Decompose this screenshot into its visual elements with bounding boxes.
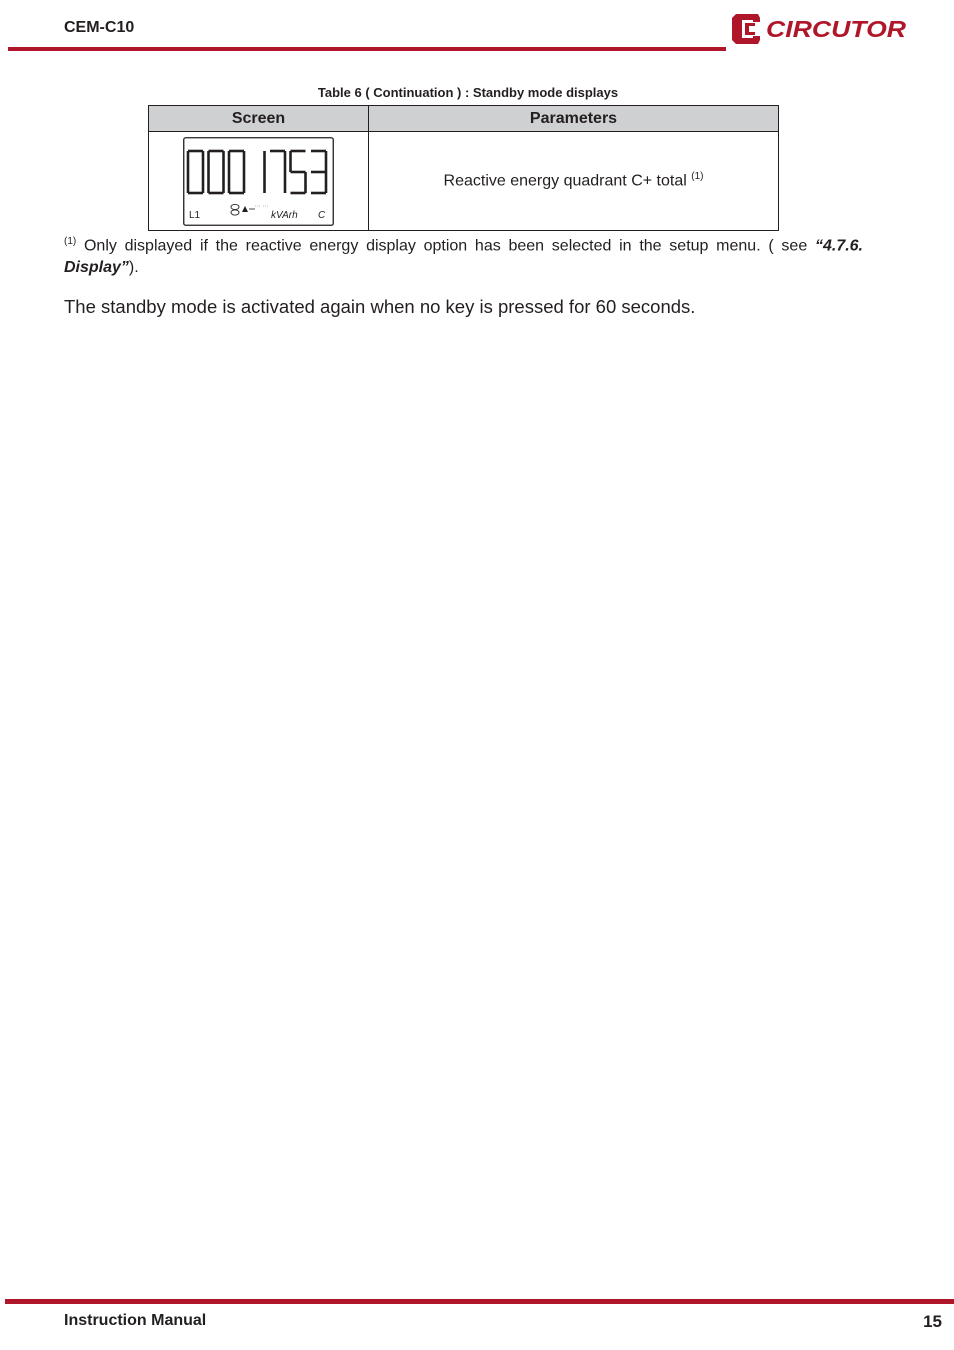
- lcd-display: [183, 137, 334, 226]
- footnote-closing: ).: [128, 259, 139, 277]
- table-caption: Table 6 ( Continuation ) : Standby mode displays: [317, 85, 619, 100]
- standby-table: [148, 105, 779, 231]
- screen-cell: [149, 132, 369, 231]
- body-paragraph: The standby mode is activated again when no key is pressed for 60 seconds.: [64, 296, 696, 317]
- document-code: CEM-C10: [64, 19, 135, 36]
- footnote-marker: (1): [64, 236, 77, 247]
- unit-label: kVArh: [271, 209, 298, 221]
- column-header-parameters: Parameters: [369, 106, 779, 132]
- column-header-screen: Screen: [149, 106, 369, 132]
- quadrant-label: C: [318, 209, 326, 221]
- phase-indicator: L1: [189, 209, 201, 221]
- circutor-logo: [730, 8, 910, 48]
- footer-rule: [5, 1299, 954, 1304]
- footnote-reference: “4.7.6. Display”: [64, 237, 863, 277]
- parameter-text: Reactive energy quadrant C+ total: [443, 172, 687, 190]
- footer-title: Instruction Manual: [64, 1312, 207, 1329]
- circutor-logo-mark: [732, 14, 760, 44]
- table-row: [149, 132, 779, 231]
- footnote: [64, 231, 863, 279]
- parameter-footnote-marker: (1): [691, 171, 704, 183]
- header-rule: [8, 47, 726, 51]
- page-number: 15: [923, 1312, 942, 1331]
- circutor-logo-text: CIRCUTOR: [766, 16, 907, 42]
- parameter-cell: [369, 132, 779, 231]
- footnote-text: Only displayed if the reactive energy display option has been selected in the setup menu. ( see: [76, 237, 815, 255]
